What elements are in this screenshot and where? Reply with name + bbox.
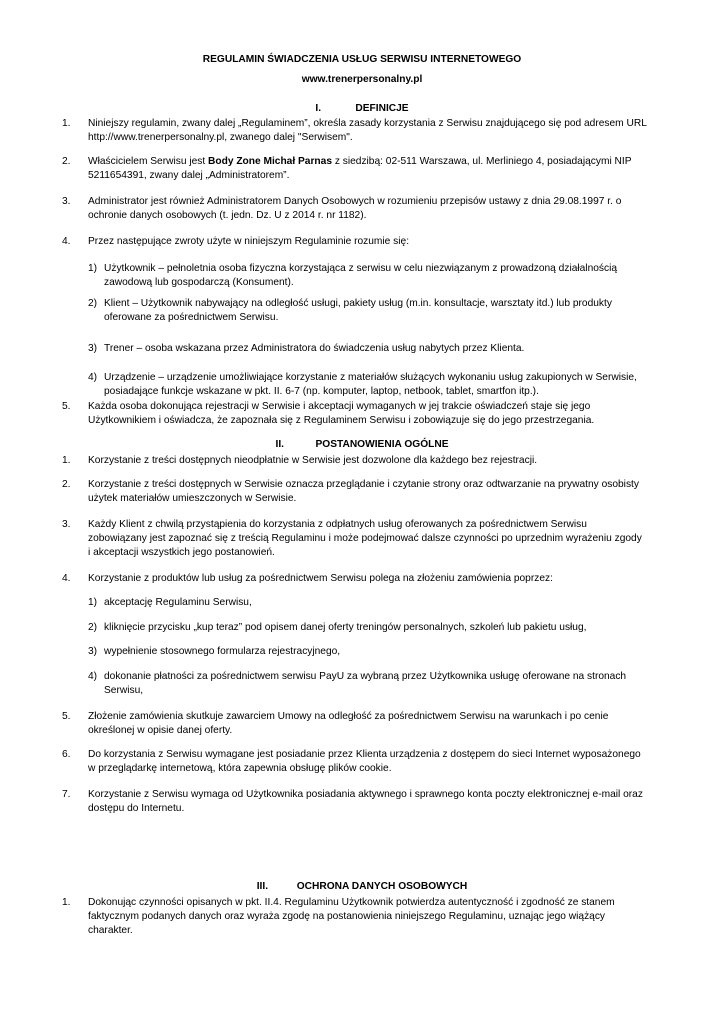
section-number: III.	[256, 881, 269, 892]
paragraph-line: zawodową lub gospodarczą (Konsument).	[104, 277, 294, 288]
paragraph-line: wypełnienie stosownego formularza rejestracyjnego,	[104, 646, 341, 657]
paragraph-line: Administrator jest również Administratorem Danych Osobowych w rozumieniu przepisów ustawy z dnia 29.08.1997 r. o	[88, 196, 622, 207]
sublist-number: 1)	[88, 597, 98, 608]
owner-text-post: z siedzibą: 02-511 Warszawa, ul. Merliniego 4, posiadającymi NIP	[332, 156, 632, 167]
sublist-number: 2)	[88, 622, 98, 633]
paragraph-line: charakter.	[88, 925, 133, 936]
paragraph-line: dostępu do Internetu.	[88, 803, 185, 814]
paragraph-line: Użytkownik – pełnoletnia osoba fizyczna korzystająca z serwisu w celu niezwiązanym z prowadzoną działalnością	[104, 263, 618, 274]
list-number: 5.	[62, 711, 71, 722]
sublist-number: 1)	[88, 263, 98, 274]
paragraph-line: Korzystanie z produktów lub usług za pośrednictwem Serwisu polega na złożeniu zamówienia poprzez:	[88, 573, 553, 584]
paragraph-line: Korzystanie z treści dostępnych w Serwisie oznacza przeglądanie i czytanie strony oraz odtwarzanie na prywatny osobisty	[88, 479, 639, 490]
section-number: I.	[315, 103, 322, 114]
section-heading-general	[0, 438, 724, 451]
paragraph-line: oferowane za pośrednictwem Serwisu.	[104, 312, 279, 323]
sublist-number: 2)	[88, 298, 98, 309]
section-title: POSTANOWIENIA OGÓLNE	[315, 439, 449, 450]
document-title: REGULAMIN ŚWIADCZENIA USŁUG SERWISU INTERNETOWEGO	[202, 54, 522, 65]
paragraph-line: ochronie danych osobowych (t. jedn. Dz. U z 2014 r. nr 1182).	[88, 210, 367, 221]
paragraph-line: Dokonując czynności opisanych w pkt. II.4. Regulaminu Użytkownik potwierdza autentyczność i zgodność ze stanem	[88, 897, 615, 908]
list-number: 6.	[62, 749, 71, 760]
paragraph-line: faktycznym podanych danych oraz wyraża zgodę na postanowienia niniejszego Regulaminu, uznając jego wiążący	[88, 911, 606, 922]
paragraph-line: Serwisu,	[104, 685, 144, 696]
list-number: 1.	[62, 455, 71, 466]
paragraph-line	[88, 155, 632, 168]
list-number: 1.	[62, 118, 71, 129]
paragraph-line: Niniejszy regulamin, zwany dalej „Regulaminem”, określa zasady korzystania z Serwisu znajdującego się pod adresem URL	[88, 118, 647, 129]
paragraph-line: Do korzystania z Serwisu wymagane jest posiadanie przez Klienta urządzenia z dostępem do sieci Internet wyposażonego	[88, 749, 641, 760]
paragraph-line: zobowiązany jest zapoznać się z treścią Regulaminu i może podejmować dalsze czynności po uprzednim wyrażeniu zgody	[88, 533, 642, 544]
section-title: OCHRONA DANYCH OSOBOWYCH	[296, 881, 468, 892]
website-address: www.trenerpersonalny.pl	[301, 74, 423, 85]
paragraph-line: określonej w opisie danej oferty.	[88, 725, 233, 736]
list-number: 4.	[62, 573, 71, 584]
list-number: 1.	[62, 897, 71, 908]
list-number: 2.	[62, 156, 71, 167]
paragraph-line: Każdy Klient z chwilą przystąpienia do korzystania z odpłatnych usług oferowanych za pośrednictwem Serwisu	[88, 519, 587, 530]
paragraph-line: Klient – Użytkownik nabywający na odległość usługi, pakiety usług (m.in. konsultacje, warsztaty itd.) lub produkty	[104, 298, 612, 309]
paragraph-line: Urządzenie – urządzenie umożliwiające korzystanie z materiałów służących wykonaniu usług zakupionych w Serwisie,	[104, 372, 637, 383]
list-number: 5.	[62, 401, 71, 412]
owner-text-pre: Właścicielem Serwisu jest	[88, 156, 209, 167]
paragraph-line: i akceptacji wszystkich jego postanowień.	[88, 547, 275, 558]
paragraph-line: dokonanie płatności za pośrednictwem serwisu PayU za wybraną przez Użytkownika usługę oferowane na stronach	[104, 671, 627, 682]
paragraph-line: posiadające funkcje wskazane w pkt. II. 6-7 (np. komputer, laptop, netbook, tablet, smartfon itp.).	[104, 386, 539, 397]
list-number: 4.	[62, 236, 71, 247]
sublist-number: 4)	[88, 372, 98, 383]
paragraph-line: Korzystanie z treści dostępnych nieodpłatnie w Serwisie jest dozwolone dla każdego bez rejestracji.	[88, 455, 538, 466]
section-heading-data-protection	[0, 880, 724, 893]
sublist-number: 3)	[88, 646, 98, 657]
section-heading-definitions	[0, 102, 724, 115]
list-number: 7.	[62, 789, 71, 800]
paragraph-line: w przeglądarkę internetową, która zapewnia obsługę plików cookie.	[88, 763, 392, 774]
sublist-number: 4)	[88, 671, 98, 682]
paragraph-line: Użytkownikiem i oświadcza, że zapoznała się z Regulaminem Serwisu i zobowiązuje się do jego przestrzegania.	[88, 415, 595, 426]
paragraph-line: Złożenie zamówienia skutkuje zawarciem Umowy na odległość za pośrednictwem Serwisu na warunkach i po cenie	[88, 711, 609, 722]
paragraph-line: Każda osoba dokonująca rejestracji w Serwisie i akceptacji wymaganych w jej trakcie oświadczeń staje się jego	[88, 401, 591, 412]
paragraph-line: kliknięcie przycisku „kup teraz” pod opisem danej oferty treningów personalnych, szkoleń lub pakietu usług,	[104, 622, 587, 633]
section-number: II.	[275, 439, 284, 450]
list-number: 3.	[62, 519, 71, 530]
owner-company-name: Body Zone Michał Parnas	[208, 156, 332, 167]
paragraph-line: akceptację Regulaminu Serwisu,	[104, 597, 252, 608]
paragraph-line: Trener – osoba wskazana przez Administratora do świadczenia usług nabytych przez Klienta.	[104, 343, 525, 354]
paragraph-line: http://www.trenerpersonalny.pl, zwanego dalej "Serwisem".	[88, 132, 353, 143]
paragraph-line: Przez następujące zwroty użyte w niniejszym Regulaminie rozumie się:	[88, 236, 410, 247]
paragraph-line: 5211654391, zwany dalej „Administratorem”.	[88, 170, 290, 181]
sublist-number: 3)	[88, 343, 98, 354]
section-title: DEFINICJE	[355, 103, 409, 114]
list-number: 3.	[62, 196, 71, 207]
list-number: 2.	[62, 479, 71, 490]
paragraph-line: użytek materiałów umieszczonych w Serwisie.	[88, 493, 297, 504]
paragraph-line: Korzystanie z Serwisu wymaga od Użytkownika posiadania aktywnego i sprawnego konta poczty elektronicznej e-mail oraz	[88, 789, 643, 800]
